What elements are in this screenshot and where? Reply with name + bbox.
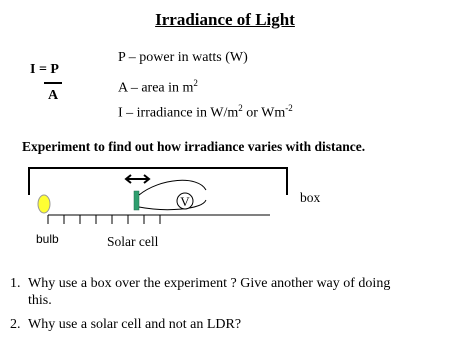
solar-cell-label: Solar cell [107, 234, 159, 249]
box-outline [29, 168, 287, 195]
voltmeter-label: V [180, 194, 190, 209]
definition-power: P – power in watts (W) [118, 50, 248, 65]
distance-scale [48, 215, 160, 224]
lead-wire-top [139, 180, 206, 195]
formula-divider [44, 82, 62, 84]
definition-irradiance: I – irradiance in $W/m^2$ or $Wm^{-2}$ [118, 103, 293, 121]
question-1-number: 1. [10, 276, 21, 291]
experiment-diagram [0, 160, 450, 255]
box-label: box [300, 190, 321, 205]
movement-arrow-icon [126, 175, 149, 183]
bulb-icon [38, 195, 50, 213]
lead-wire-bottom [139, 200, 206, 210]
question-2-number: 2. [10, 317, 21, 332]
bulb-label: bulb [36, 232, 59, 246]
page-title: Irradiance of Light [155, 10, 295, 29]
solar-cell-icon [134, 191, 139, 210]
experiment-heading: Experiment to find out how irradiance varies with distance. [22, 139, 366, 154]
formula-denominator: A [48, 88, 59, 103]
question-1-line-2: this. [28, 293, 52, 308]
question-2-line-1: Why use a solar cell and not an LDR? [28, 317, 242, 332]
question-1-line-1: Why use a box over the experiment ? Give another way of doing [28, 276, 391, 291]
formula-numerator: I = P [30, 62, 59, 77]
definition-area: A – area in $m^2$ [118, 78, 198, 96]
